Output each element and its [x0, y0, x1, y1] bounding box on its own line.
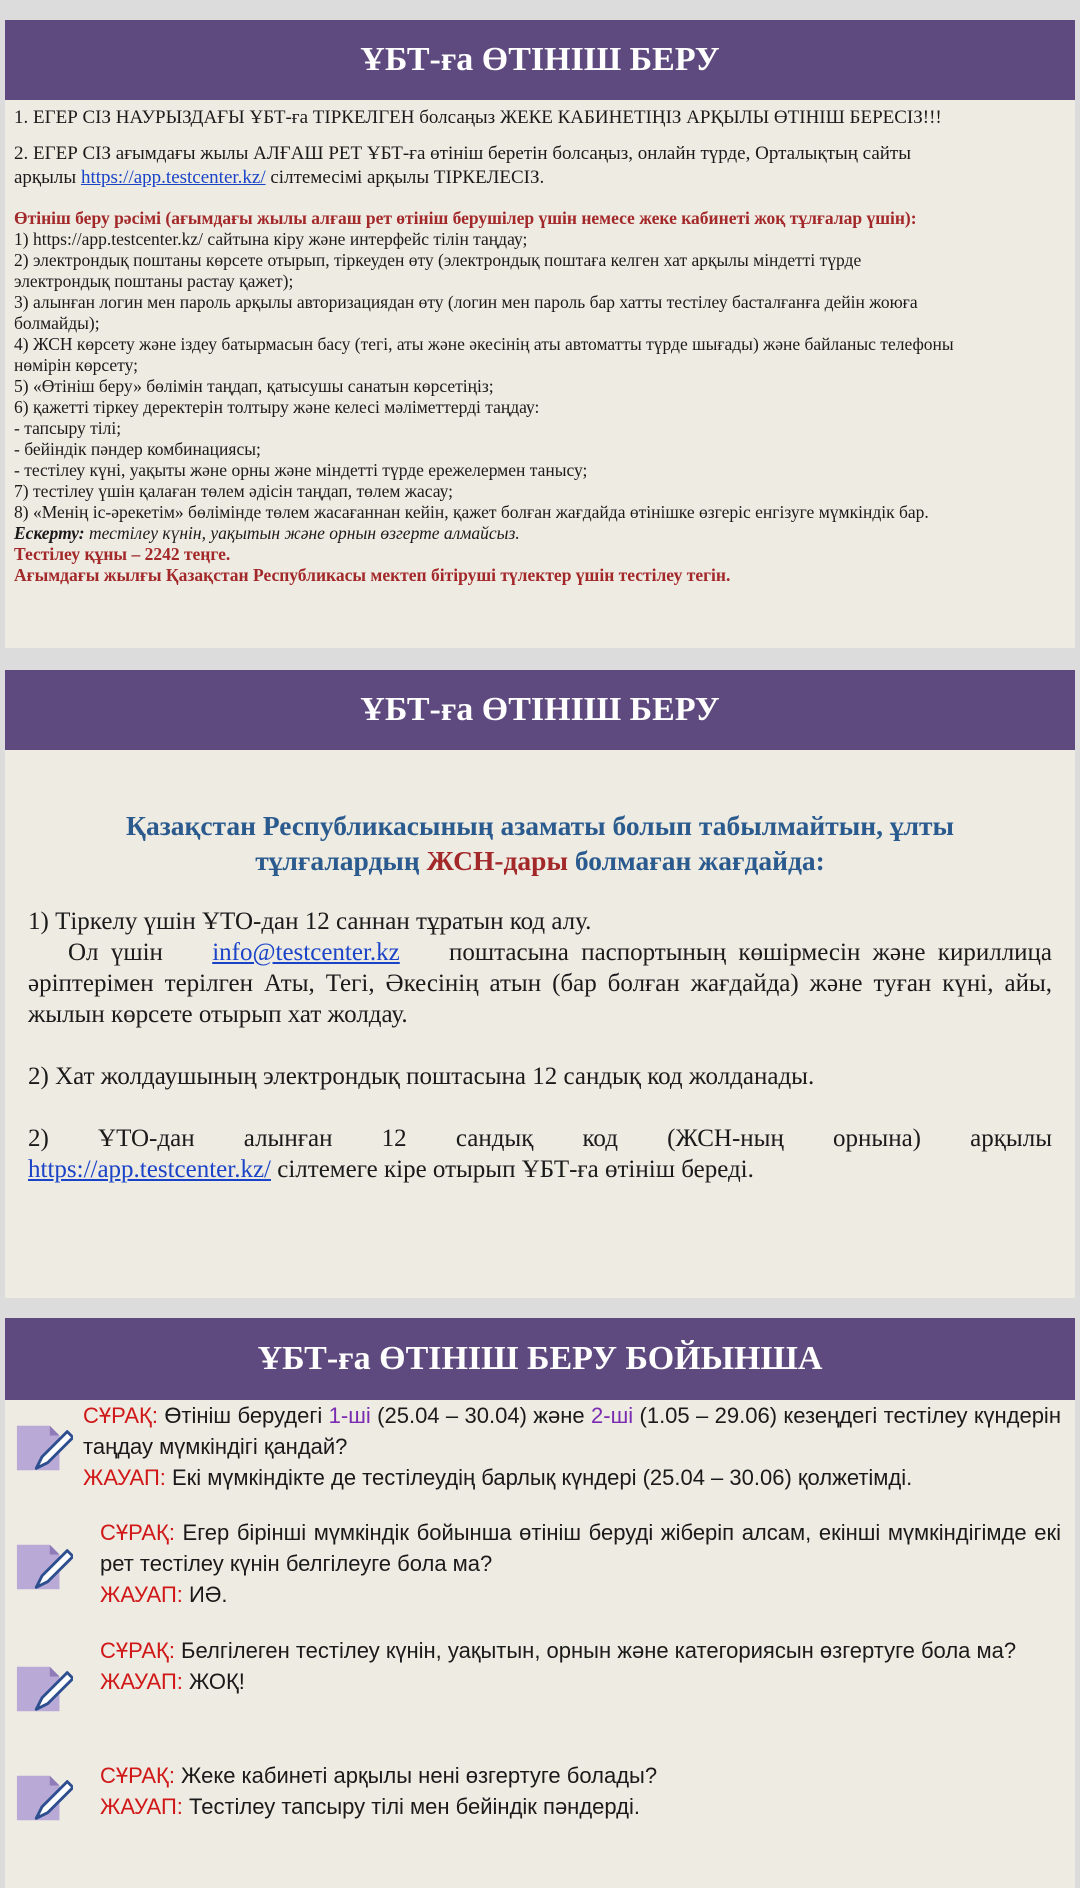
text: сілтемеге кіре отырып ҰБТ-ға өтініш береді.	[271, 1156, 754, 1183]
paragraph-cabinet: 1. ЕГЕР СІЗ НАУРЫЗДАҒЫ ҰБТ-ға ТІРКЕЛГЕН болсаңыз ЖЕКЕ КАБИНЕТІҢІЗ АРҚЫЛЫ ӨТІНІШ БЕРЕСІЗ!!!	[14, 107, 942, 128]
item-1: 1) Тіркелу үшін ҰТО-дан 12 саннан тұратын код алу.	[28, 908, 592, 935]
answer	[100, 1791, 1061, 1822]
slide-faq	[5, 1318, 1075, 1888]
subtitle-iin: ЖСН-дары	[426, 845, 568, 876]
text: 1-ші	[328, 1403, 371, 1428]
slide-body	[5, 906, 1075, 1185]
subtitle-line: Қазақстан Республикасының азаматы болып табылмайтын, ұлты	[126, 810, 954, 841]
subtitle-part: тұлғалардың	[255, 845, 427, 876]
faq-text	[100, 1760, 1061, 1822]
email-link[interactable]: info@testcenter.kz	[212, 939, 400, 966]
item-1-detail	[28, 937, 1052, 1030]
note-pencil-icon	[15, 1539, 73, 1597]
step-line: 2) электрондық поштаны көрсете отырып, тіркеуден өту (электрондық поштаға келген хат арқылы міндетті түрде	[14, 250, 862, 270]
question-label: СҰРАҚ:	[100, 1520, 175, 1545]
step-line: 4) ЖСН көрсету және іздеу батырмасын басу (тегі, аты және әкесінің аты автоматты түрде шығады) және байланыс телефоны	[14, 334, 954, 354]
slide-registration-procedure	[5, 20, 1075, 648]
price: Тестілеу құны – 2242 теңге.	[14, 544, 231, 564]
question	[100, 1635, 1061, 1666]
step-line: 6) қажетті тіркеу деректерін толтыру және келесі мәліметтерді таңдау:	[14, 397, 540, 417]
text: ЖОҚ!	[182, 1669, 245, 1694]
answer-label: ЖАУАП:	[83, 1465, 166, 1490]
text: арқылы	[14, 167, 77, 188]
text: сілтемесімі арқылы ТІРКЕЛЕСІЗ.	[270, 167, 545, 188]
note-pencil-icon	[15, 1770, 73, 1828]
answer-label: ЖАУАП:	[100, 1669, 183, 1694]
subtitle-part: болмаған жағдайда:	[567, 845, 825, 876]
step-line: 5) «Өтініш беру» бөлімін таңдап, қатысушы санатын көрсетіңіз;	[14, 376, 494, 396]
paragraph-first-time: 2. ЕГЕР СІЗ ағымдағы жылы АЛҒАШ РЕТ ҰБТ-ға өтініш беретін болсаңыз, онлайн түрде, Орталықтың сайты	[14, 143, 911, 164]
answer	[100, 1579, 1061, 1610]
faq-text	[83, 1400, 1061, 1493]
text: Егер бірінші мүмкіндік бойынша өтініш беруді жіберіп алсам, екінші мүмкіндігімде екі рет тестілеу күнін белгілеуге бола ма?	[100, 1520, 1061, 1576]
question	[100, 1517, 1061, 1579]
slide-title: ҰБТ-ға ӨТІНІШ БЕРУ	[5, 670, 1075, 750]
note-text: тестілеу күнін, уақытын және орнын өзгерте алмайсыз.	[84, 523, 520, 543]
step-line: болмайды);	[14, 313, 100, 333]
question	[83, 1400, 1061, 1462]
question-label: СҰРАҚ:	[100, 1763, 175, 1788]
step-line: 8) «Менің іс-әрекетім» бөлімінде төлем жасағаннан кейін, қажет болған жағдайда өтінішке өзгеріс енгізуге мүмкіндік бар.	[14, 502, 929, 522]
step-line: 3) алынған логин мен пароль арқылы авторизациядан өту (логин мен пароль бар хатты тестілеу басталғанға дейін жоюға	[14, 292, 918, 312]
text: Екі мүмкіндікте де тестілеудің барлық күндері (25.04 – 30.06) қолжетімді.	[165, 1465, 913, 1490]
note	[14, 523, 1066, 544]
slide-title: ҰБТ-ға ӨТІНІШ БЕРУ БОЙЫНША	[5, 1318, 1075, 1400]
question-label: СҰРАҚ:	[100, 1638, 175, 1663]
note-pencil-icon	[15, 1661, 73, 1719]
answer	[100, 1666, 1061, 1697]
text: поштасына паспортының көшірмесін және кириллица әріптерімен терілген Аты, Тегі, Әкесінің атын (бар болған жағдайда) және туған күні, айы, жылын көрсете отырып хат жолдау.	[28, 939, 1053, 1028]
step-line: - тестілеу күні, уақыты және орны және міндетті түрде ережелермен танысу;	[14, 460, 588, 480]
slide-body	[5, 100, 1075, 586]
text: 2-ші	[591, 1403, 634, 1428]
item-3: 2) ҰТО-дан алынған 12 сандық код (ЖСН-ның орнына) арқылы	[28, 1125, 1052, 1152]
faq-text	[100, 1517, 1061, 1610]
text: Өтініш берудегі	[157, 1403, 329, 1428]
text: (25.04 – 30.04) және	[370, 1403, 592, 1428]
text: ИӘ.	[182, 1582, 228, 1607]
answer-label: ЖАУАП:	[100, 1582, 183, 1607]
question	[100, 1760, 1061, 1791]
free-note: Ағымдағы жылғы Қазақстан Республикасы мектеп бітіруші түлектер үшін тестілеу тегін.	[14, 565, 731, 585]
question-label: СҰРАҚ:	[83, 1403, 158, 1428]
paragraph-first-time-cont	[14, 166, 1066, 190]
text: Ол үшін	[68, 939, 163, 966]
testcenter-link[interactable]: https://app.testcenter.kz/	[80, 167, 266, 188]
step-line: нөмірін көрсету;	[14, 355, 138, 375]
text: Белгілеген тестілеу күнін, уақытын, орнын және категориясын өзгертуге бола ма?	[174, 1638, 1017, 1663]
subtitle-line	[5, 843, 1075, 878]
answer	[83, 1462, 1061, 1493]
slide-title: ҰБТ-ға ӨТІНІШ БЕРУ	[5, 20, 1075, 100]
item-2: 2) Хат жолдаушының электрондық поштасына 12 сандық код жолданады.	[28, 1063, 815, 1090]
step-line: 1) https://app.testcenter.kz/ сайтына кіру және интерфейс тілін таңдау;	[14, 229, 528, 249]
item-3-cont	[28, 1154, 1052, 1185]
step-line: - тапсыру тілі;	[14, 418, 122, 438]
procedure-title: Өтініш беру рәсімі (ағымдағы жылы алғаш рет өтініш берушілер үшін немесе жеке кабинеті жоқ тұлғалар үшін):	[14, 208, 917, 228]
text: (1.05 – 29.06) кезеңдегі тестілеу күндерін таңдау мүмкіндігі қандай?	[83, 1403, 1061, 1459]
steps-list	[14, 229, 1066, 523]
testcenter-link[interactable]: https://app.testcenter.kz/	[28, 1156, 271, 1183]
answer-label: ЖАУАП:	[100, 1794, 183, 1819]
text: Тестілеу тапсыру тілі мен бейіндік пәндерді.	[182, 1794, 640, 1819]
step-line: электрондық поштаны растау қажет);	[14, 271, 294, 291]
note-label: Ескерту:	[14, 523, 85, 543]
slide-subtitle	[5, 808, 1075, 878]
faq-text	[100, 1635, 1061, 1697]
text: Жеке кабинеті арқылы нені өзгертуге болады?	[174, 1763, 658, 1788]
step-line: 7) тестілеу үшін қалаған төлем әдісін таңдап, төлем жасау;	[14, 481, 453, 501]
note-pencil-icon	[15, 1420, 73, 1478]
slide-foreign-citizens	[5, 670, 1075, 1298]
step-line: - бейіндік пәндер комбинациясы;	[14, 439, 261, 459]
